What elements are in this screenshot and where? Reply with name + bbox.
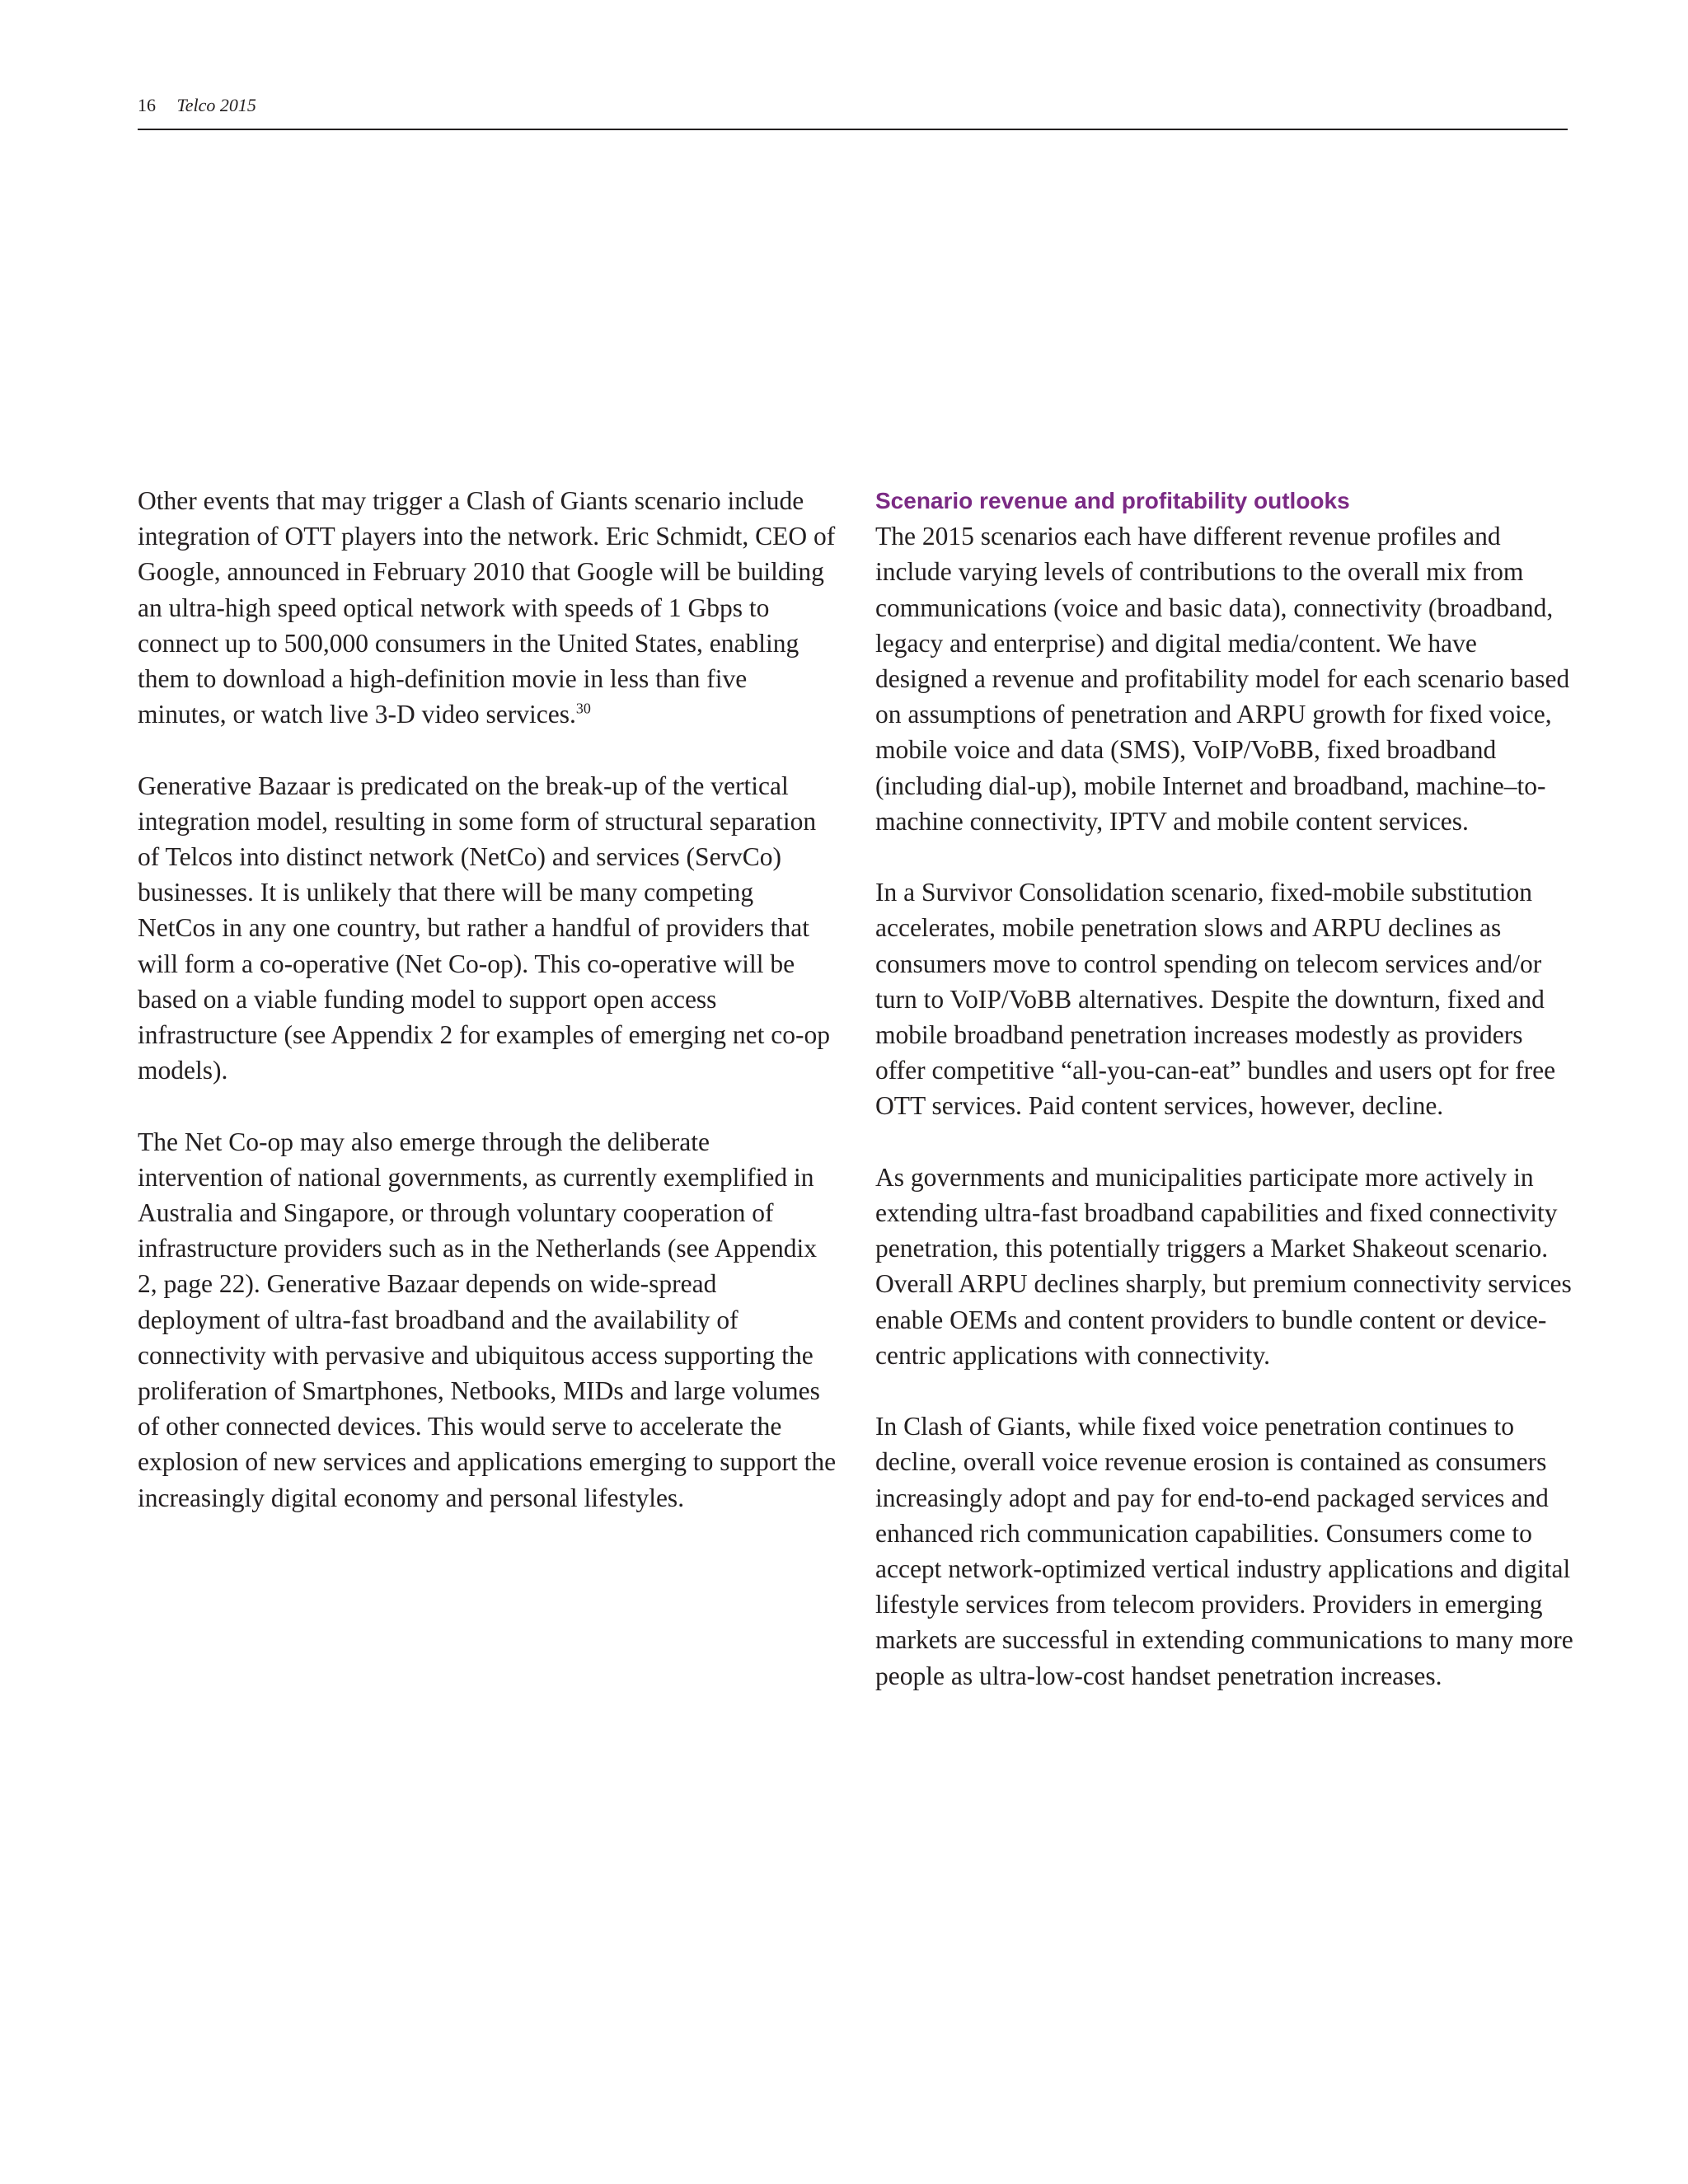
publication-title: Telco 2015 <box>176 95 256 115</box>
left-column <box>138 483 837 1551</box>
paragraph: The 2015 scenarios each have different revenue profiles and include varying levels of contributions to the overall mix from communications (voice and basic data), connectivity (broadband, legacy and enterprise) and digital media/content. We have designed a revenue and profitability model for each scenario based on assumptions of penetration and ARPU growth for fixed voice, mobile voice and data (SMS), VoIP/VoBB, fixed broadband (including dial-up), mobile Internet and broadband, machine–to-machine connectivity, IPTV and mobile content services. <box>875 522 1570 836</box>
paragraph-text: Other events that may trigger a Clash of Giants scenario include integration of OTT players into the network. Eric Schmidt, CEO of Google, announced in February 2010 that Google will be building an ultra-high speed optical network with speeds of 1 Gbps to connect up to 500,000 consumers in the United States, enabling them to download a high-definition movie in less than five minutes, or watch live 3-D video services. <box>138 486 836 729</box>
paragraph: As governments and municipalities participate more actively in extending ultra-fast broadband capabilities and fixed connectivity penetration, this potentially triggers a Market Shakeout scenario. Overall ARPU declines sharply, but premium connectivity services enable OEMs and content providers to bundle content or device-centric applications with connectivity. <box>875 1162 1572 1370</box>
right-column <box>875 483 1574 1729</box>
paragraph: The Net Co-op may also emerge through the deliberate intervention of national governments, as currently exemplified in Australia and Singapore, or through voluntary cooperation of infrastructure providers such as in the Netherlands (see Appendix 2, page 22). Generative Bazaar depends on wide-spread deployment of ultra-fast broadband and the availability of connectivity with pervasive and ubiquitous access supporting the proliferation of Smartphones, Netbooks, MIDs and large volumes of other connected devices. This would serve to accelerate the explosion of new services and applications emerging to support the increasingly digital economy and personal lifestyles. <box>138 1127 837 1512</box>
running-header <box>138 94 1568 130</box>
paragraph <box>138 483 837 732</box>
paragraph: In Clash of Giants, while fixed voice penetration continues to decline, overall voice revenue erosion is contained as consumers increasingly adopt and pay for end-to-end packaged services and enhanced rich communication capabilities. Consumers come to accept network-optimized vertical industry applications and digital lifestyle services from telecom providers. Providers in emerging markets are successful in extending communications to many more people as ultra-low-cost handset penetration increases. <box>875 1412 1573 1690</box>
footnote-marker: 30 <box>575 700 591 717</box>
paragraph: In a Survivor Consolidation scenario, fixed-mobile substitution accelerates, mobile penetration slows and ARPU declines as consumers move to control spending on telecom services and/or turn to VoIP/VoBB alternatives. Despite the downturn, fixed and mobile broadband penetration increases modestly as providers offer competitive “all-you-can-eat” bundles and users opt for free OTT services. Paid content services, however, decline. <box>875 878 1556 1121</box>
paragraph: Generative Bazaar is predicated on the break-up of the vertical integration model, resulting in some form of structural separation of Telcos into distinct network (NetCo) and services (ServCo) businesses. It is unlikely that there will be many competing NetCos in any one country, but rather a handful of providers that will form a co-operative (Net Co-op). This co-operative will be based on a viable funding model to support open access infrastructure (see Appendix 2 for examples of emerging net co-op models). <box>138 771 831 1085</box>
section-heading: Scenario revenue and profitability outlooks <box>875 488 1350 513</box>
page-number: 16 <box>138 95 156 115</box>
